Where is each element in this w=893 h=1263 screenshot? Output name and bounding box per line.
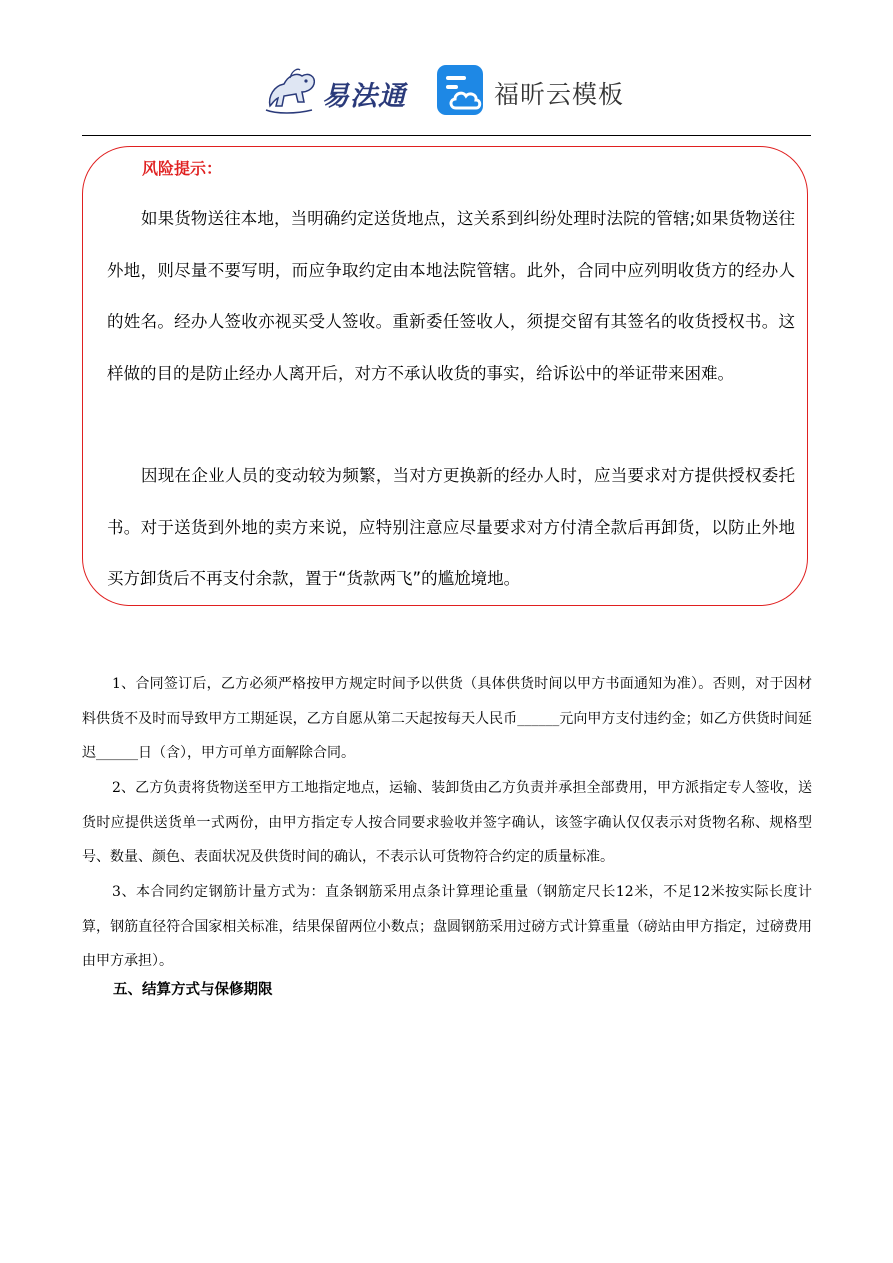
- risk-paragraph-1: 如果货物送往本地，当明确约定送货地点，这关系到纠纷处理时法院的管辖;如果货物送往外地，则尽量不要写明，而应争取约定由本地法院管辖。此外，合同中应列明收货方的经办人的姓名。经办人签收亦视买受人签收。重新委任签收人，须提交留有其签名的收货授权书。这样做的目的是防止经办人离开后，对方不承认收货的事实，给诉讼中的举证带来困难。: [107, 209, 795, 383]
- foxit-cloud-template-logo: [436, 64, 636, 116]
- clause-3: 3、本合同约定钢筋计量方式为：直条钢筋采用点条计算理论重量（钢筋定尺长12米，不足12米按实际长度计算，钢筋直径符合国家相关标准，结果保留两位小数点；盘圆钢筋采用过磅方式计算重量（磅站由甲方指定，过磅费用由甲方承担）。: [82, 884, 812, 970]
- qilin-icon: [262, 62, 322, 118]
- clause-1: 1、合同签订后，乙方必须严格按甲方规定时间予以供货（具体供货时间以甲方书面通知为准）。否则，对于因材料供货不及时而导致甲方工期延误，乙方自愿从第二天起按每天人民币______元向甲方支付违约金；如乙方供货时间延迟______日（含），甲方可单方面解除合同。: [82, 676, 812, 762]
- risk-warning-title: 风险提示：: [142, 159, 223, 178]
- logo2-text: 福昕云模板: [494, 80, 625, 109]
- risk-paragraph-2: 因现在企业人员的变动较为频繁，当对方更换新的经办人时，应当要求对方提供授权委托书。对于送货到外地的卖方来说，应特别注意应尽量要求对方付清全款后再卸货，以防止外地买方卸货后不再支付余款，置于“货款两飞”的尴尬境地。: [107, 466, 795, 588]
- header-divider: [82, 135, 811, 136]
- page-header: [0, 58, 893, 122]
- section-heading: 五、结算方式与保修期限: [113, 981, 273, 998]
- logo1-text: 易法通: [322, 81, 406, 112]
- clause-2: 2、乙方负责将货物送至甲方工地指定地点，运输、装卸货由乙方负责并承担全部费用，甲方派指定专人签收，送货时应提供送货单一式两份，由甲方指定专人按合同要求验收并签字确认，该签字确认仅仅表示对货物名称、规格型号、数量、颜色、表面状况及供货时间的确认，不表示认可货物符合约定的质量标准。: [82, 780, 812, 866]
- cloud-document-icon: [436, 64, 486, 116]
- yifatong-logo: [262, 62, 412, 118]
